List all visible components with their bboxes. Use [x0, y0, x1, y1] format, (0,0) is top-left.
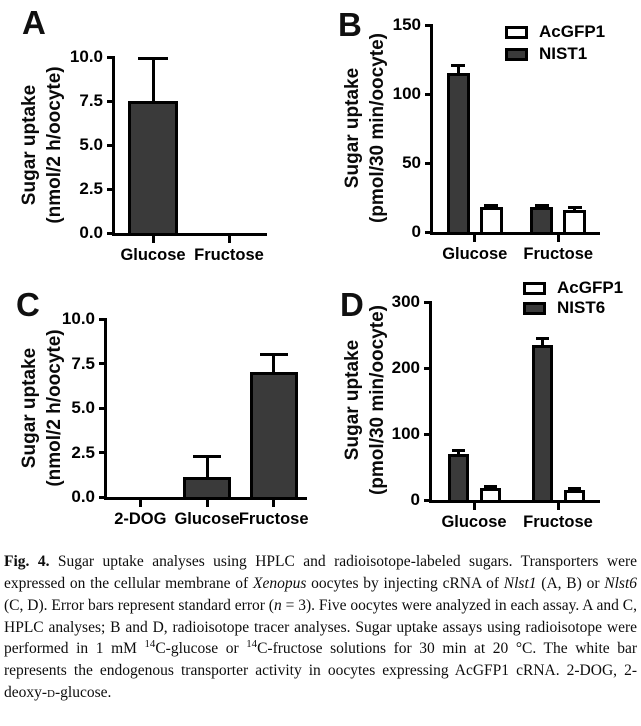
panel-label-a: A	[22, 4, 46, 41]
y-tick-mark	[424, 433, 432, 436]
error-bar-cap	[568, 206, 582, 209]
x-tick-mark	[139, 500, 142, 507]
bar	[480, 207, 503, 235]
caption-segment: n	[273, 596, 282, 614]
legend-label: NIST1	[539, 44, 588, 63]
y-tick-label: 200	[391, 358, 420, 377]
legend-swatch	[505, 48, 528, 61]
y-tick-mark	[424, 301, 432, 304]
y-tick-mark	[99, 318, 107, 321]
y-axis-units: (nmol/2 h/oocyte)	[44, 66, 65, 224]
y-tick-mark	[99, 362, 107, 365]
y-tick-label: 0.0	[79, 223, 103, 242]
y-tick-label: 10.0	[61, 309, 95, 328]
caption-segment: (C, D). Error bars represent standard error (	[4, 596, 274, 614]
x-category-label: Fructose	[194, 246, 264, 264]
x-tick-mark	[228, 236, 231, 243]
y-tick-mark	[425, 93, 433, 96]
error-bar-stem	[272, 355, 275, 373]
x-tick-mark	[557, 235, 560, 242]
bar	[532, 345, 553, 503]
bar	[183, 477, 231, 500]
error-bar-cap	[452, 449, 465, 452]
y-axis-title: Sugar uptake	[342, 67, 363, 189]
x-category-label: Fructose	[523, 245, 594, 263]
y-tick-mark	[107, 144, 115, 147]
y-tick-mark	[107, 56, 115, 59]
y-tick-label: 0	[411, 222, 421, 241]
y-tick-mark	[99, 407, 107, 410]
panel-d	[321, 272, 641, 548]
x-category-label: Glucose	[174, 510, 240, 528]
x-tick-mark	[557, 503, 560, 510]
caption-segment: Sugar uptake analyses using HPLC and radioisotope-labeled sugars. Transporters were expressed on the cellular membrane of	[4, 553, 637, 592]
caption-segment: 14	[246, 638, 258, 651]
y-axis-units: (pmol/30 min/oocyte)	[367, 304, 388, 496]
caption-segment: C-glucose or	[155, 640, 247, 658]
y-axis-title: Sugar uptake	[19, 84, 40, 206]
legend-label: NIST6	[557, 298, 606, 317]
bar	[563, 210, 586, 235]
y-tick-label: 0.0	[71, 487, 95, 506]
legend-swatch	[523, 282, 546, 295]
panel-label-b: B	[338, 6, 362, 43]
error-bar-cap	[484, 204, 498, 207]
panel-b	[321, 0, 641, 272]
x-tick-mark	[152, 236, 155, 243]
caption-segment: Fig. 4.	[4, 553, 50, 570]
error-bar-cap	[260, 353, 288, 356]
x-category-label: Fructose	[523, 513, 593, 531]
x-tick-mark	[473, 235, 476, 242]
y-tick-label: 2.5	[79, 179, 103, 198]
x-category-label: Fructose	[238, 510, 309, 528]
y-tick-label: 50	[402, 153, 421, 172]
y-tick-label: 7.5	[71, 353, 95, 373]
y-tick-mark	[425, 162, 433, 165]
y-tick-mark	[107, 232, 115, 235]
caption-segment: Xenopus	[253, 574, 307, 592]
y-axis-units: (nmol/2 h/oocyte)	[44, 329, 65, 487]
y-axis-units: (pmol/30 min/oocyte)	[367, 32, 388, 224]
x-tick-mark	[206, 500, 209, 507]
caption-segment: = 3). Five oocytes were analyzed in each assay. A and C, HPLC analyses; B and D, radioisotope tracer analyses. Sugar uptake assays using radioisotope were performed in 1 mM	[4, 596, 638, 658]
bar	[530, 207, 553, 235]
panel-c	[0, 272, 320, 548]
y-tick-mark	[107, 100, 115, 103]
caption-segment: C-fructose solutions for 30 min at 20 °C. The white bar represents the endogenous transporter activity in oocytes expressing AcGFP1 cRNA. 2-DOG, 2-deoxy-	[4, 640, 638, 702]
x-category-label: Glucose	[442, 245, 508, 263]
x-tick-mark	[473, 503, 476, 510]
y-tick-mark	[425, 231, 433, 234]
y-tick-label: 100	[392, 84, 421, 103]
legend-swatch	[505, 26, 528, 39]
y-tick-mark	[99, 451, 107, 454]
y-axis-title: Sugar uptake	[342, 339, 363, 461]
caption-segment: oocytes by injecting cRNA of	[306, 574, 504, 592]
caption-segment: d	[47, 684, 55, 702]
y-tick-mark	[99, 496, 107, 499]
y-tick-label: 0	[410, 490, 420, 509]
x-category-label: Glucose	[441, 513, 507, 531]
y-tick-label: 5.0	[71, 398, 95, 417]
caption-segment: -glucose.	[55, 684, 112, 702]
y-tick-label: 7.5	[79, 91, 103, 110]
caption-segment: Nlst1	[503, 574, 537, 592]
error-bar-cap	[451, 64, 465, 67]
error-bar-stem	[206, 456, 209, 477]
y-tick-mark	[425, 24, 433, 27]
bar	[128, 101, 178, 236]
bar	[564, 490, 585, 503]
y-tick-label: 100	[391, 424, 420, 443]
y-axis-label	[340, 0, 392, 258]
panel-label-c: C	[16, 286, 40, 323]
y-tick-label: 10.0	[69, 47, 103, 66]
bar	[250, 372, 298, 500]
x-category-label: 2-DOG	[114, 510, 167, 528]
error-bar-stem	[152, 59, 155, 101]
y-tick-label: 2.5	[71, 442, 95, 462]
error-bar-cap	[138, 57, 168, 60]
y-tick-label: 5.0	[79, 135, 103, 154]
caption-segment: (A, B) or	[536, 574, 605, 592]
bar	[447, 73, 470, 235]
x-category-label: Glucose	[120, 246, 186, 264]
panel-a	[0, 0, 320, 272]
x-tick-mark	[272, 500, 275, 507]
y-tick-label: 300	[391, 292, 420, 311]
error-bar-cap	[535, 204, 549, 207]
error-bar-cap	[193, 455, 221, 458]
y-tick-label: 150	[392, 15, 421, 34]
legend-label: AcGFP1	[557, 278, 624, 297]
figure-caption	[4, 551, 637, 704]
y-axis-title: Sugar uptake	[19, 347, 40, 469]
panel-label-d: D	[340, 286, 364, 323]
y-tick-mark	[424, 499, 432, 502]
caption-segment: 14	[144, 638, 156, 651]
legend-swatch	[523, 302, 546, 315]
y-tick-mark	[424, 367, 432, 370]
legend-label: AcGFP1	[539, 22, 606, 41]
bar	[480, 488, 501, 503]
error-bar-cap	[536, 337, 549, 340]
bar	[448, 454, 469, 503]
y-tick-mark	[107, 188, 115, 191]
caption-segment: Nlst6	[604, 574, 637, 592]
